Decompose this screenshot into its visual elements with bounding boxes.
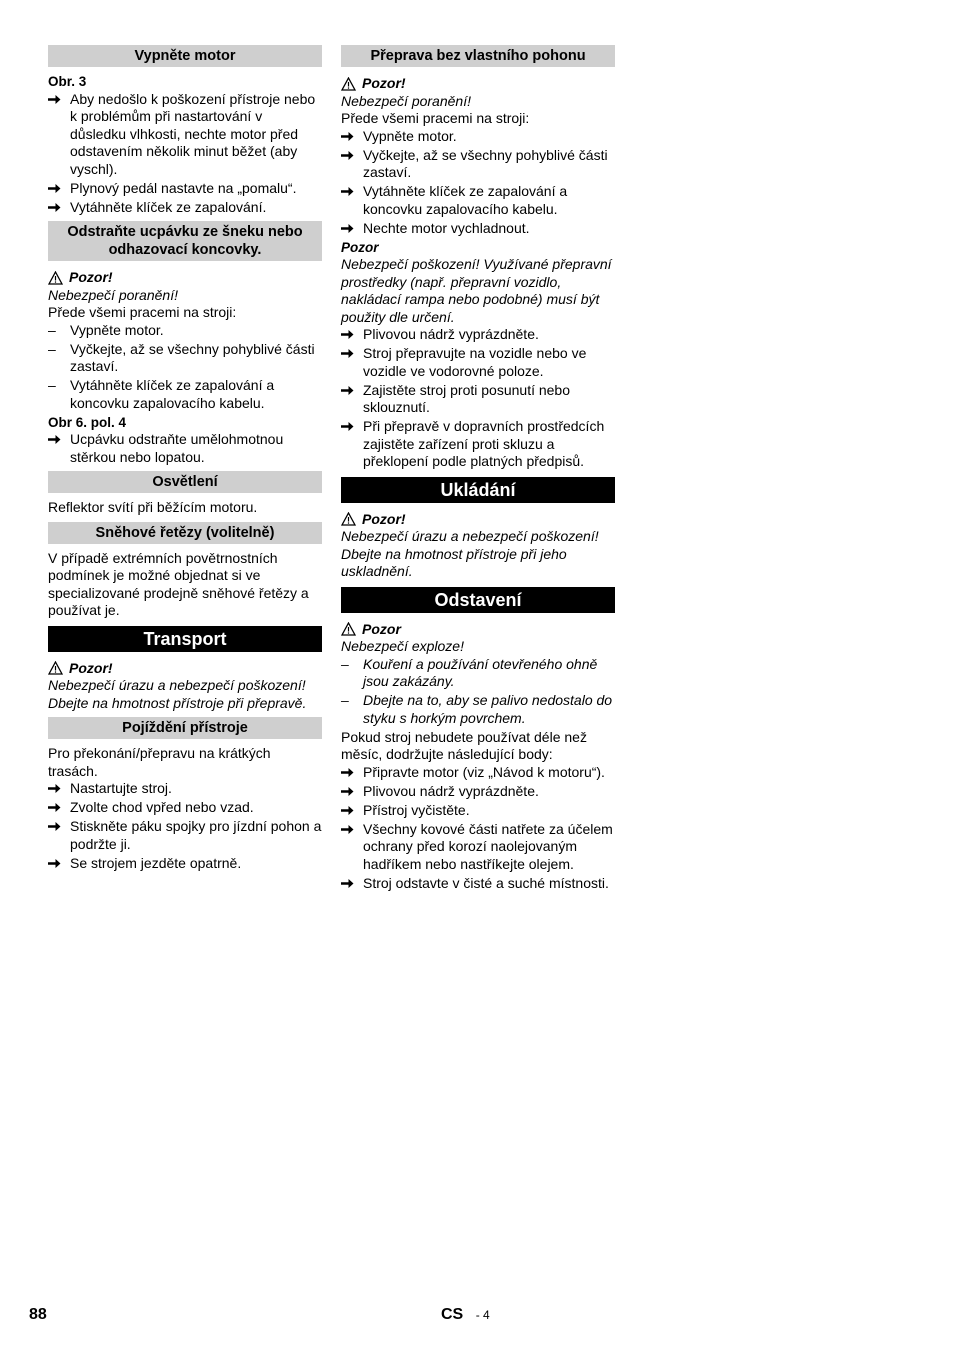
section-heading: Přeprava bez vlastního pohonu xyxy=(341,45,615,67)
body-text: V případě extrémních povětrnostních podmínek je možné objednat si ve specializované prodejně sněhové řetězy a používat je. xyxy=(48,549,309,618)
page-number: 88 xyxy=(29,1306,47,1323)
list-item: Vypněte motor. xyxy=(341,128,615,146)
arrow-list xyxy=(48,91,322,217)
warning-triangle-icon xyxy=(341,512,356,526)
warning-label: Pozor! xyxy=(48,269,322,287)
figure-reference: Obr. 3 xyxy=(48,74,87,89)
section-heading: Osvětlení xyxy=(48,471,322,493)
body-text: Reflektor svítí při běžícím motoru. xyxy=(48,499,258,515)
section-heading: Vypněte motor xyxy=(48,45,322,67)
right-column xyxy=(341,45,615,894)
language-label: CS xyxy=(441,1306,464,1323)
list-item: Nastartujte stroj. xyxy=(48,780,322,798)
left-column xyxy=(48,45,322,874)
page-sub: - 4 xyxy=(475,1308,490,1322)
section-heading: Pojíždění přístroje xyxy=(48,717,322,739)
list-item: Stiskněte páku spojky pro jízdní pohon a podržte ji. xyxy=(48,818,322,853)
list-item: Plivovou nádrž vyprázdněte. xyxy=(341,783,615,801)
dash-list xyxy=(48,322,322,413)
list-item: Plivovou nádrž vyprázdněte. xyxy=(341,326,615,344)
list-item: Zajistěte stroj proti posunutí nebo sklouznutí. xyxy=(341,382,615,417)
warning-label: Pozor xyxy=(341,621,615,639)
danger-text: Nebezpečí úrazu a nebezpečí poškození! Dbejte na hmotnost přístroje při jeho uskladnění. xyxy=(341,528,599,579)
list-item: Plynový pedál nastavte na „pomalu“. xyxy=(48,180,322,198)
list-item: – Vyčkejte, až se všechny pohyblivé části zastaví. xyxy=(48,340,315,374)
list-item: Při přepravě v dopravních prostředcích zajistěte zařízení proti skluzu a překlopení podle platných předpisů. xyxy=(341,418,615,471)
list-item: – Vytáhněte klíček ze zapalování a koncovku zapalovacího kabelu. xyxy=(48,377,275,411)
language-code xyxy=(441,1306,490,1325)
section-heading: Odstraňte ucpávku ze šneku nebo odhazovací koncovky. xyxy=(48,221,322,261)
dash-list xyxy=(341,656,615,728)
list-item: Stroj přepravujte na vozidle nebo ve vozidle ve vodorovné poloze. xyxy=(341,345,615,380)
list-item: Zvolte chod vpřed nebo vzad. xyxy=(48,799,322,817)
warning-label: Pozor! xyxy=(341,75,615,93)
intro-text: Přede všemi pracemi na stroji: xyxy=(341,110,530,126)
danger-text: Nebezpečí exploze! xyxy=(341,638,464,654)
danger-text: Nebezpečí poranění! xyxy=(48,286,178,303)
list-item: Se strojem jezděte opatrně. xyxy=(48,855,322,873)
arrow-list xyxy=(341,764,615,893)
list-item: Všechny kovové části natřete za účelem ochrany před korozí naolejovaným hadříkem nebo nastříkejte olejem. xyxy=(341,821,615,874)
intro-text: Přede všemi pracemi na stroji: xyxy=(48,304,237,320)
warning-triangle-icon xyxy=(48,271,63,285)
arrow-list xyxy=(48,780,322,872)
section-heading: Sněhové řetězy (volitelně) xyxy=(48,522,322,544)
intro-text: Pokud stroj nebudete používat déle než měsíc, dodržujte následující body: xyxy=(341,728,587,762)
chapter-heading: Ukládání xyxy=(341,477,615,503)
chapter-heading: Transport xyxy=(48,626,322,652)
list-item: Aby nedošlo k poškození přístroje nebo k problémům při nastartování v důsledku vlhkosti, nechte motor před odstavením několik minut běžet (aby vyschl). xyxy=(48,91,322,179)
caution-label: Pozor xyxy=(341,239,379,255)
list-item: Vytáhněte klíček ze zapalování a koncovku zapalovacího kabelu. xyxy=(341,183,615,218)
chapter-heading: Odstavení xyxy=(341,587,615,613)
list-item: – Vypněte motor. xyxy=(48,321,164,338)
arrow-list xyxy=(341,128,615,238)
danger-text: Nebezpečí úrazu a nebezpečí poškození! Dbejte na hmotnost přístroje při přepravě. xyxy=(48,677,307,711)
list-item: – Dbejte na to, aby se palivo nedostalo do styku s horkým povrchem. xyxy=(341,692,613,726)
warning-label: Pozor! xyxy=(48,660,322,678)
list-item: Stroj odstavte v čisté a suché místnosti. xyxy=(341,875,615,893)
list-item: Připravte motor (viz „Návod k motoru“). xyxy=(341,764,615,782)
arrow-list xyxy=(48,431,322,466)
warning-triangle-icon xyxy=(48,661,63,675)
figure-reference: Obr 6. pol. 4 xyxy=(48,414,127,430)
list-item: Nechte motor vychladnout. xyxy=(341,220,615,238)
body-text: Pro překonání/přepravu na krátkých trasách. xyxy=(48,745,271,779)
list-item: Vyčkejte, až se všechny pohyblivé části zastaví. xyxy=(341,147,615,182)
danger-text: Nebezpečí poranění! xyxy=(341,92,471,109)
list-item: Vytáhněte klíček ze zapalování. xyxy=(48,199,322,217)
list-item: Přístroj vyčistěte. xyxy=(341,802,615,820)
list-item: Ucpávku odstraňte umělohmotnou stěrkou nebo lopatou. xyxy=(48,431,322,466)
arrow-list xyxy=(341,326,615,471)
list-item: – Kouření a používání otevřeného ohně jsou zakázány. xyxy=(341,655,598,689)
warning-label: Pozor! xyxy=(341,511,615,529)
warning-triangle-icon xyxy=(341,77,356,91)
warning-triangle-icon xyxy=(341,622,356,636)
danger-text: Nebezpečí poškození! Využívané přepravní prostředky (např. přepravní vozidlo, nakládací rampa nebo podobné) musí být použity dle určení. xyxy=(341,256,612,325)
